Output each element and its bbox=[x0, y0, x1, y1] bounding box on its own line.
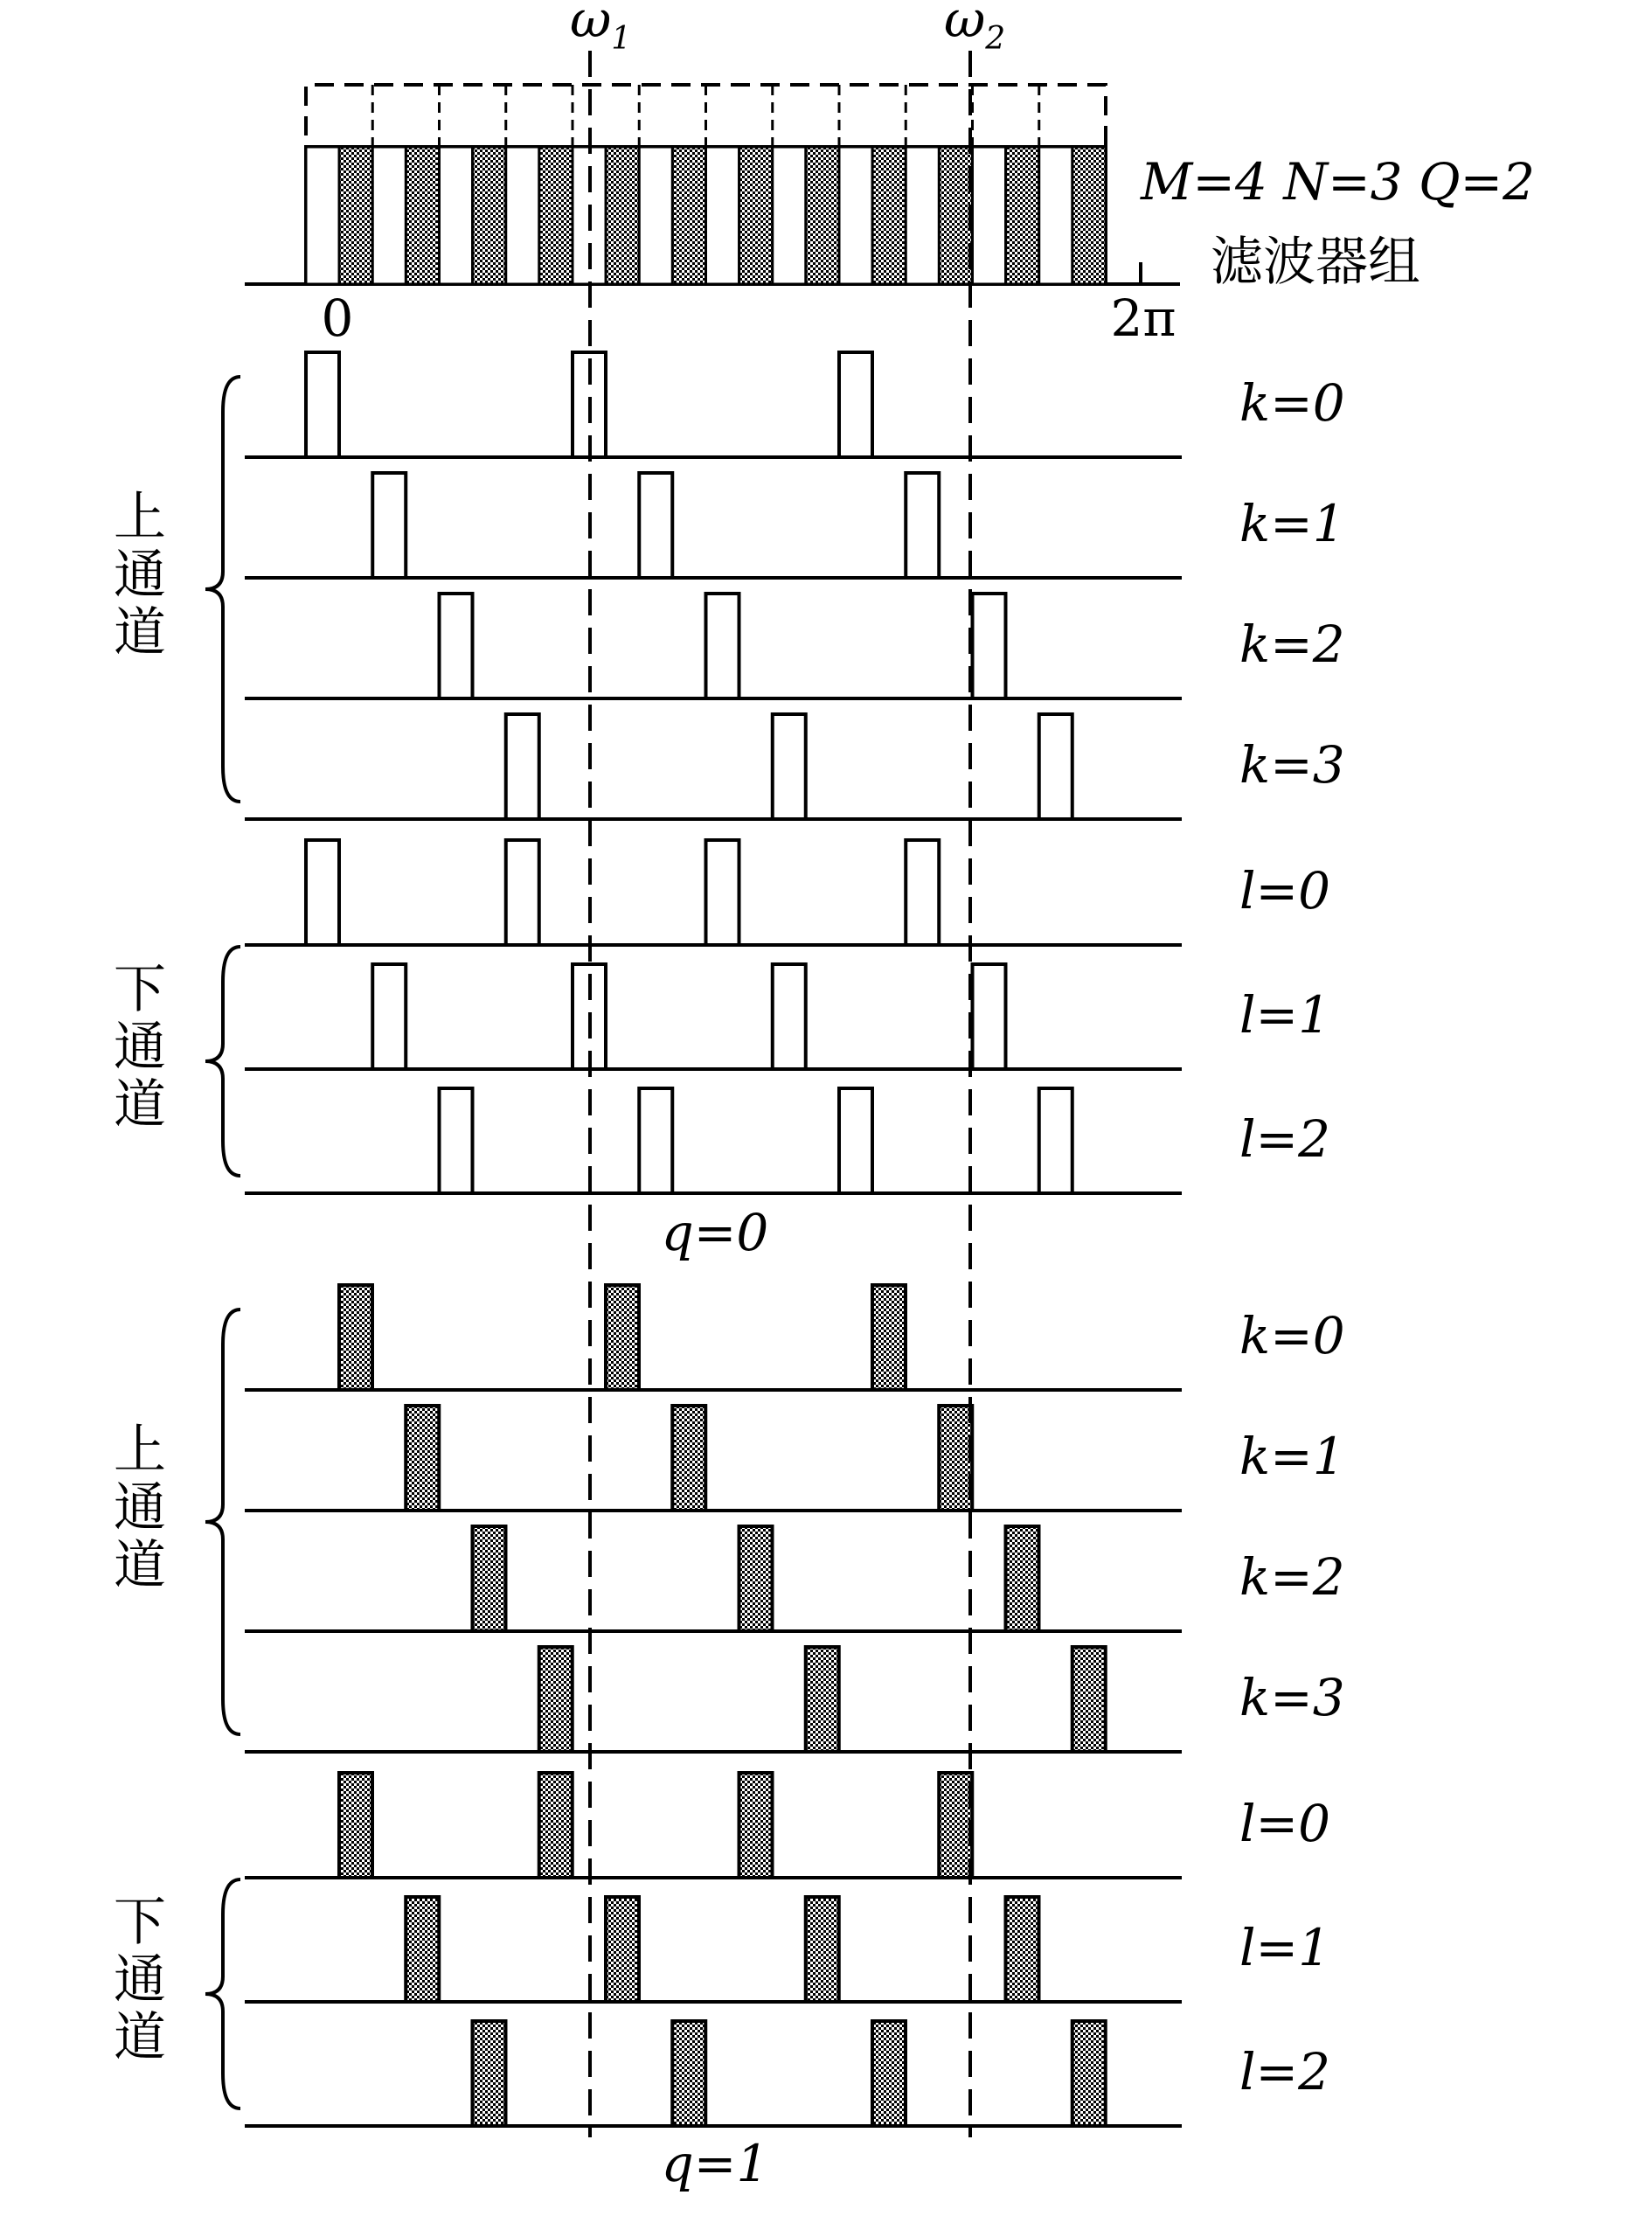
subband-pulse bbox=[973, 964, 1006, 1069]
subband-pulse bbox=[672, 1406, 705, 1511]
subband-pulse bbox=[539, 1647, 573, 1752]
subband-pulse bbox=[872, 1285, 906, 1390]
row-label: l=0 bbox=[1239, 1794, 1331, 1853]
filter-bar-checker bbox=[1072, 147, 1106, 284]
subband-pulse bbox=[473, 2021, 506, 2126]
row-label: l=1 bbox=[1239, 1918, 1331, 1977]
filter-bar-checker bbox=[939, 147, 972, 284]
upper-channel-brace bbox=[205, 1309, 240, 1734]
subband-pulse bbox=[339, 1773, 372, 1878]
lower-channel-row bbox=[245, 1088, 1330, 1193]
subband-pulse bbox=[406, 1406, 439, 1511]
subband-pulse bbox=[939, 1773, 972, 1878]
filter-bar-white bbox=[372, 147, 406, 284]
subband-pulse bbox=[639, 1088, 672, 1193]
axis-end-label: 2π bbox=[1110, 288, 1177, 348]
lower-channel-row bbox=[245, 1897, 1330, 2002]
lower-channel-label-char: 通 bbox=[114, 1017, 166, 1078]
subband-pulse bbox=[306, 352, 339, 457]
subband-pulse bbox=[839, 352, 872, 457]
params-label: M=4 N=3 Q=2 bbox=[1141, 152, 1536, 212]
row-label: k=1 bbox=[1239, 1427, 1345, 1486]
row-label: l=2 bbox=[1239, 1109, 1331, 1169]
filter-bar-white bbox=[440, 147, 473, 284]
lower-channel-label-char: 道 bbox=[114, 2007, 166, 2068]
row-label: k=2 bbox=[1239, 615, 1345, 674]
upper-channel-row bbox=[245, 1406, 1345, 1511]
subband-pulse bbox=[1039, 1088, 1072, 1193]
subband-pulse bbox=[639, 473, 672, 578]
filter-bar-white bbox=[839, 147, 872, 284]
dashed-dividers bbox=[372, 85, 1039, 147]
q-label: q=0 bbox=[661, 1203, 769, 1262]
subband-pulse bbox=[906, 840, 939, 945]
subband-pulse bbox=[306, 840, 339, 945]
filter-bar-white bbox=[706, 147, 739, 284]
filter-bank-bars bbox=[306, 147, 1106, 284]
lower-channel-label-char: 道 bbox=[114, 1074, 166, 1136]
subband-pulse bbox=[1072, 1647, 1106, 1752]
subband-pulse bbox=[739, 1773, 773, 1878]
q-label: q=1 bbox=[661, 2134, 769, 2193]
upper-channel-row bbox=[245, 594, 1345, 698]
subband-pulse bbox=[739, 1526, 773, 1631]
group-q1 bbox=[114, 1285, 1345, 2193]
lower-channel-label-char: 通 bbox=[114, 1949, 166, 2011]
filter-bar-white bbox=[773, 147, 806, 284]
subband-pulse bbox=[1039, 714, 1072, 819]
subband-pulse bbox=[706, 594, 739, 698]
filter-bar-checker bbox=[739, 147, 773, 284]
upper-channel-row bbox=[245, 714, 1345, 819]
row-label: k=3 bbox=[1239, 735, 1345, 795]
subband-pulse bbox=[506, 714, 539, 819]
subband-pulse bbox=[473, 1526, 506, 1631]
omega2-label: $\omega_2$ bbox=[944, 0, 1006, 57]
subband-pulse bbox=[906, 473, 939, 578]
row-label: k=3 bbox=[1239, 1668, 1345, 1727]
lower-channel-label-char: 下 bbox=[114, 1892, 166, 1953]
upper-channel-row bbox=[245, 1647, 1345, 1752]
filter-bar-checker bbox=[406, 147, 439, 284]
subband-pulse bbox=[372, 473, 406, 578]
subband-pulse bbox=[806, 1647, 839, 1752]
upper-channel-brace bbox=[205, 377, 240, 802]
filter-bar-checker bbox=[539, 147, 573, 284]
row-label: l=1 bbox=[1239, 985, 1331, 1045]
lower-channel-label-char: 下 bbox=[114, 959, 166, 1020]
filterbank-label: 滤波器组 bbox=[1211, 232, 1420, 293]
subband-pulse bbox=[1006, 1897, 1039, 2002]
filter-bank-overview bbox=[245, 0, 1535, 348]
filter-bar-checker bbox=[606, 147, 639, 284]
row-label: k=0 bbox=[1239, 1306, 1345, 1365]
subband-pulse bbox=[706, 840, 739, 945]
filter-bar-checker bbox=[872, 147, 906, 284]
upper-channel-label-char: 通 bbox=[114, 1477, 166, 1539]
filter-bar-white bbox=[906, 147, 939, 284]
subband-pulse bbox=[440, 594, 473, 698]
row-label: l=0 bbox=[1239, 861, 1331, 920]
subband-pulse bbox=[1072, 2021, 1106, 2126]
lower-channel-row bbox=[245, 1773, 1330, 1878]
lower-channel-row bbox=[245, 840, 1330, 945]
subband-pulse bbox=[973, 594, 1006, 698]
subband-pulse bbox=[939, 1406, 972, 1511]
filter-bar-checker bbox=[339, 147, 372, 284]
subband-pulse bbox=[372, 964, 406, 1069]
filter-bar-white bbox=[1039, 147, 1072, 284]
upper-channel-row bbox=[245, 1526, 1345, 1631]
subband-pulse bbox=[672, 2021, 705, 2126]
lower-channel-brace bbox=[205, 1879, 240, 2108]
subband-pulse bbox=[606, 1897, 639, 2002]
upper-channel-label-char: 上 bbox=[114, 1420, 166, 1481]
filter-bar-checker bbox=[806, 147, 839, 284]
filter-bar-white bbox=[306, 147, 339, 284]
lower-channel-brace bbox=[205, 947, 240, 1176]
filter-bar-checker bbox=[672, 147, 705, 284]
upper-channel-label-char: 通 bbox=[114, 545, 166, 606]
axis-start-label: 0 bbox=[321, 288, 354, 348]
filter-bar-white bbox=[639, 147, 672, 284]
filter-bar-white bbox=[506, 147, 539, 284]
omega1-label: $\omega_1$ bbox=[570, 0, 632, 57]
upper-channel-label-char: 道 bbox=[114, 1535, 166, 1596]
row-label: k=0 bbox=[1239, 373, 1345, 433]
subband-pulse bbox=[339, 1285, 372, 1390]
upper-channel-label-char: 上 bbox=[114, 487, 166, 548]
filter-bar-checker bbox=[1006, 147, 1039, 284]
subband-pulse bbox=[606, 1285, 639, 1390]
subband-pulse bbox=[1006, 1526, 1039, 1631]
subband-pulse bbox=[773, 964, 806, 1069]
subband-pulse bbox=[872, 2021, 906, 2126]
group-q0 bbox=[114, 352, 1345, 1262]
subband-pulse bbox=[506, 840, 539, 945]
subband-pulse bbox=[440, 1088, 473, 1193]
subband-pulse bbox=[773, 714, 806, 819]
upper-channel-label-char: 道 bbox=[114, 602, 166, 663]
row-label: k=1 bbox=[1239, 494, 1345, 553]
row-label: l=2 bbox=[1239, 2042, 1331, 2101]
channel-groups bbox=[114, 352, 1345, 2193]
lower-channel-row bbox=[245, 2021, 1330, 2126]
subband-pulse bbox=[406, 1897, 439, 2002]
subband-pulse bbox=[539, 1773, 573, 1878]
filter-bar-checker bbox=[473, 147, 506, 284]
subband-pulse bbox=[806, 1897, 839, 2002]
filter-bar-white bbox=[973, 147, 1006, 284]
lower-channel-row bbox=[245, 964, 1330, 1069]
row-label: k=2 bbox=[1239, 1547, 1345, 1607]
upper-channel-row bbox=[245, 1285, 1345, 1390]
upper-channel-row bbox=[245, 473, 1345, 578]
upper-channel-row bbox=[245, 352, 1345, 457]
subband-pulse bbox=[839, 1088, 872, 1193]
